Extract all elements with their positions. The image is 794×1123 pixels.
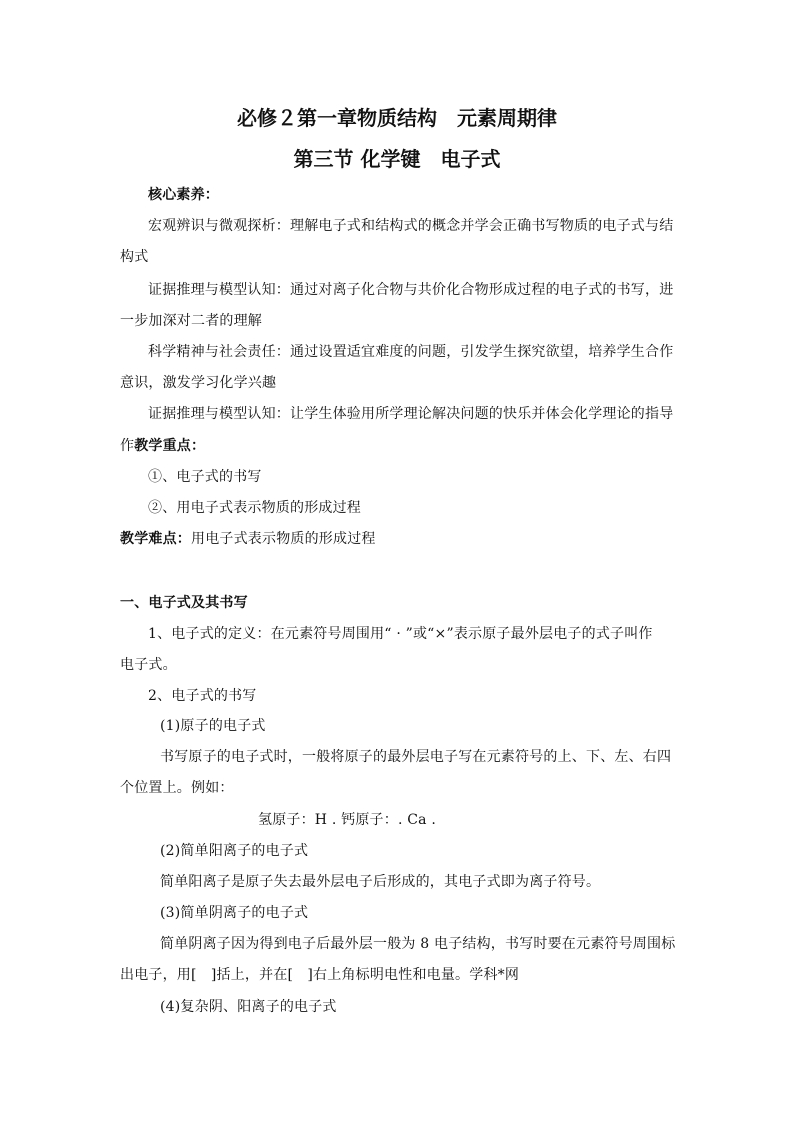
atom-example: 氢原子：H . 钙原子：. Ca .	[258, 812, 437, 828]
focus-item-1: ①、电子式的书写	[148, 469, 262, 485]
document-title: 必修２第一章物质结构 元素周期律	[237, 106, 557, 130]
difficulty-text: 用电子式表示物质的形成过程	[191, 531, 376, 547]
atom-electron-formula-heading: (1)原子的电子式	[160, 718, 266, 734]
literacy-2-line1: 证据推理与模型认知：通过对离子化合物与共价化合物形成过程的电子式的书写，进	[148, 282, 674, 298]
complex-ion-heading: (4)复杂阴、阳离子的电子式	[160, 999, 337, 1015]
literacy-4-prefix: 作	[120, 438, 135, 454]
anion-rule-line2: 出电子，用[ ]括上，并在[ ]右上角标明电性和电量。学科*网	[120, 967, 520, 983]
anion-rule-line1: 简单阴离子因为得到电子后最外层一般为 8 电子结构，书写时要在元素符号周围标	[160, 936, 676, 952]
definition-line1: 1、电子式的定义：在元素符号周围用“ · ”或“×”表示原子最外层电子的式子叫作	[148, 626, 653, 642]
cation-text: 简单阳离子是原子失去最外层电子后形成的，其电子式即为离子符号。	[160, 874, 601, 890]
anion-heading: (3)简单阴离子的电子式	[160, 905, 309, 921]
teaching-focus-label: 教学重点：	[134, 438, 206, 454]
section-1-heading: 一、电子式及其书写	[120, 595, 248, 611]
literacy-3-line1: 科学精神与社会责任：通过设置适宜难度的问题，引发学生探究欲望，培养学生合作	[148, 344, 674, 360]
section-subtitle: 第三节 化学键 电子式	[293, 147, 501, 171]
literacy-3-line2: 意识，激发学习化学兴趣	[120, 375, 277, 391]
atom-rule-line1: 书写原子的电子式时，一般将原子的最外层电子写在元素符号的上、下、左、右四	[160, 749, 672, 765]
teaching-difficulty	[120, 529, 376, 549]
difficulty-label: 教学难点：	[120, 531, 191, 547]
literacy-1-line2: 构式	[120, 249, 149, 265]
literacy-4-line2	[120, 436, 205, 456]
cation-heading: (2)简单阳离子的电子式	[160, 843, 309, 859]
literacy-1-line1: 宏观辨识与微观探析：理解电子式和结构式的概念并学会正确书写物质的电子式与结	[148, 218, 674, 234]
atom-rule-line2: 个位置上。例如：	[120, 780, 234, 796]
definition-line2: 电子式。	[120, 657, 177, 673]
focus-item-2: ②、用电子式表示物质的形成过程	[148, 500, 361, 516]
literacy-2-line2: 一步加深对二者的理解	[120, 313, 262, 329]
writing-heading: 2、电子式的书写	[148, 688, 257, 704]
core-literacy-heading: 核心素养：	[148, 187, 219, 203]
literacy-4-line1: 证据推理与模型认知：让学生体验用所学理论解决问题的快乐并体会化学理论的指导	[148, 406, 674, 422]
